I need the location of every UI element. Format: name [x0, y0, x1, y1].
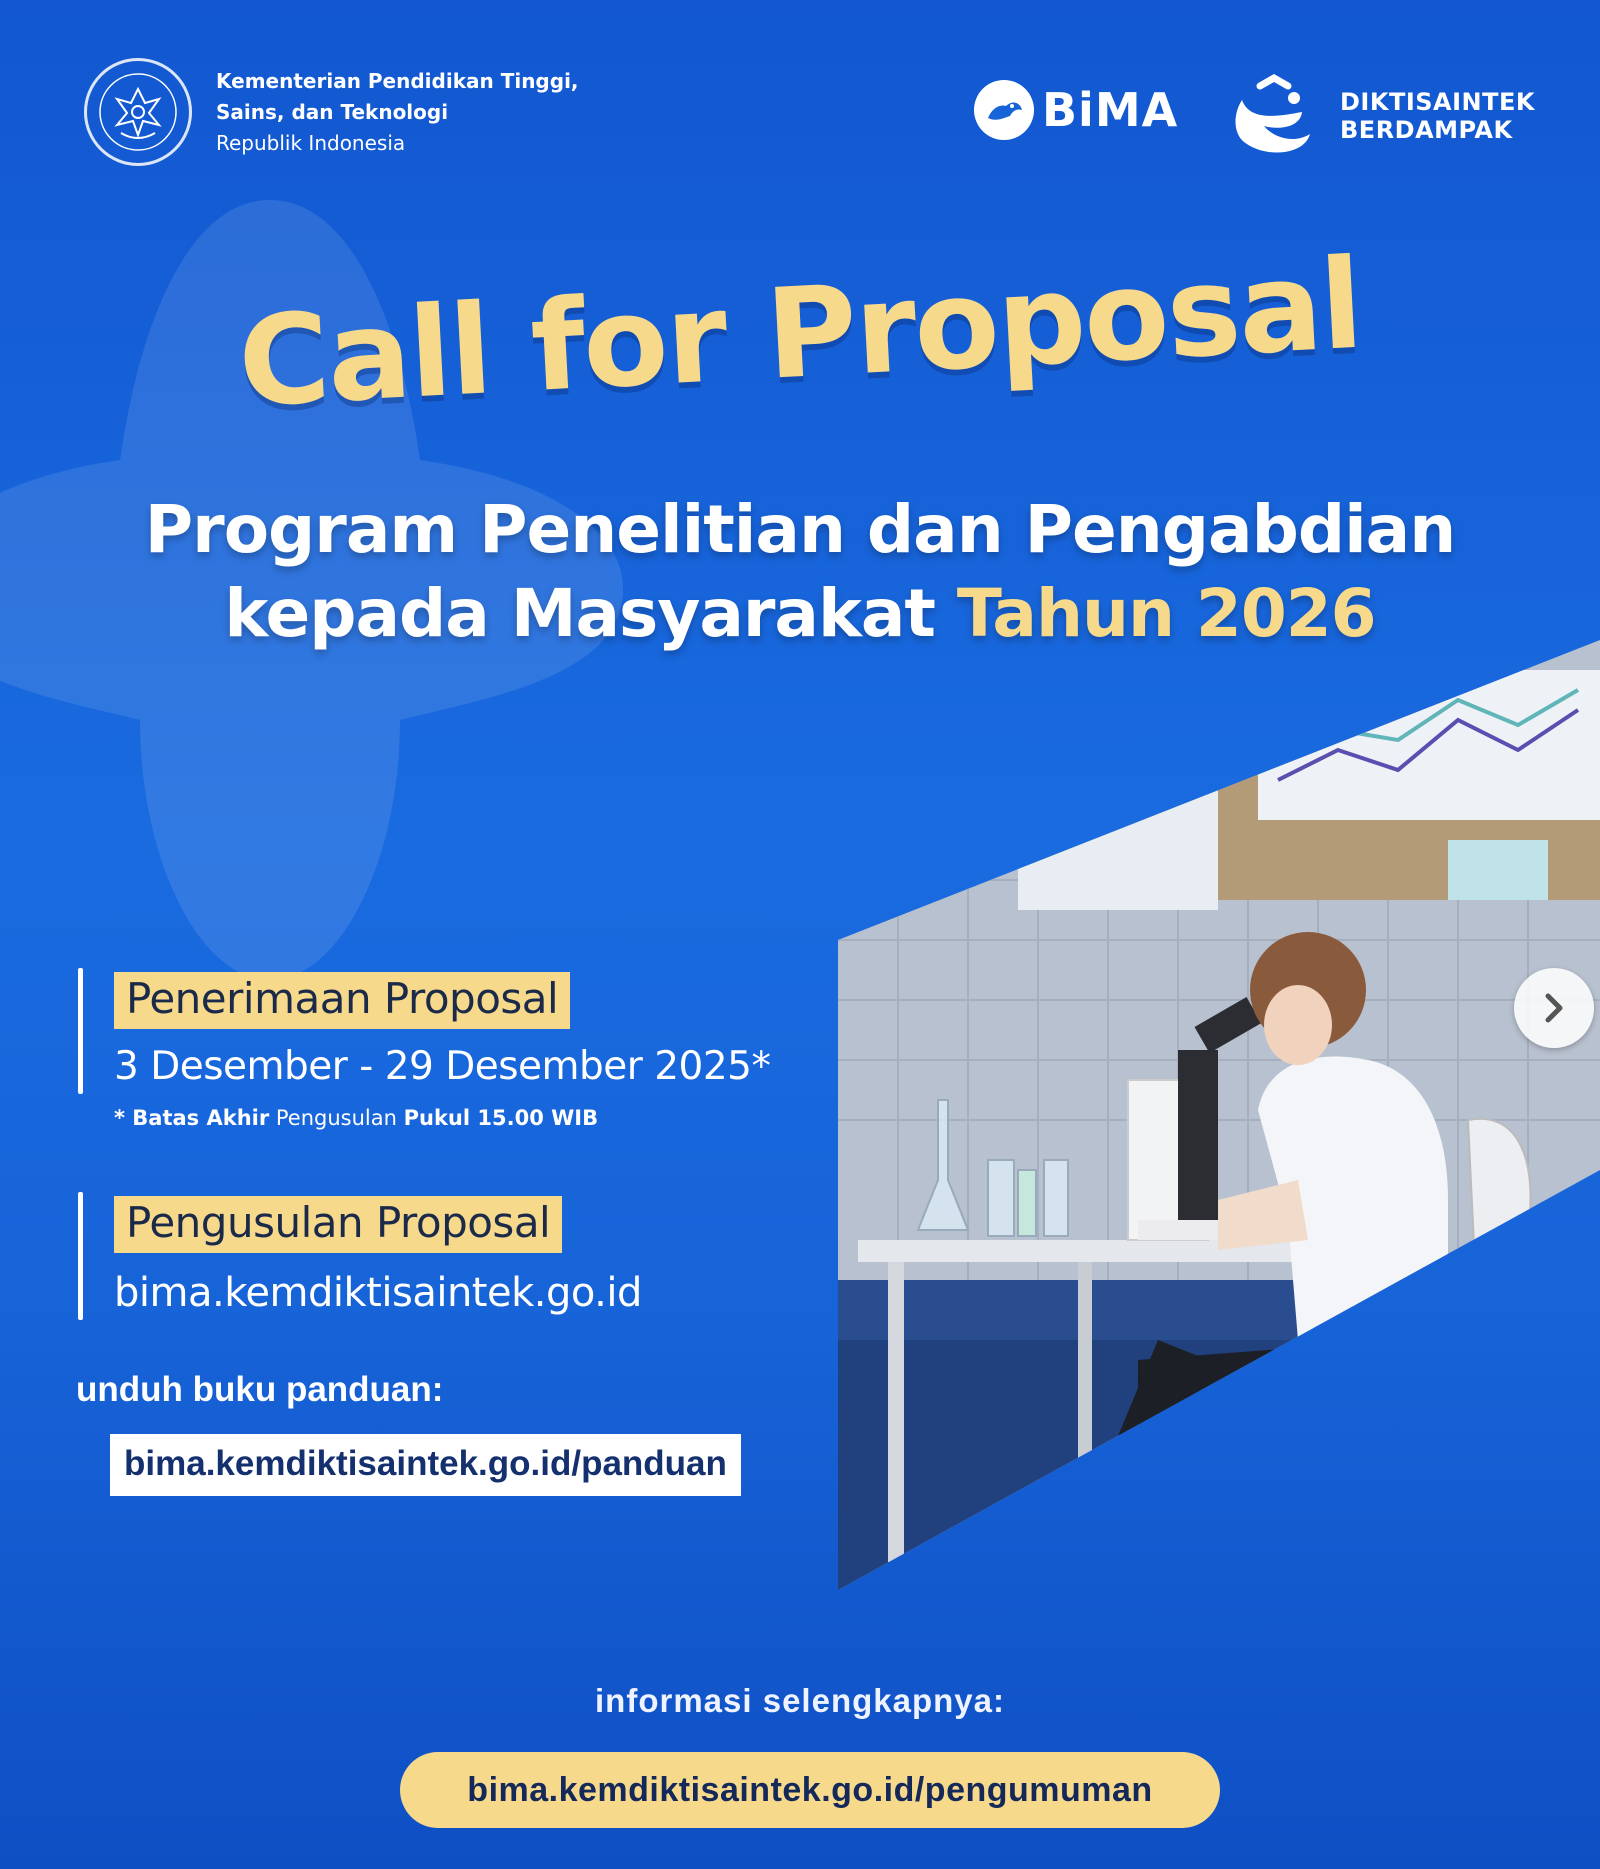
chevron-right-icon: [1534, 988, 1574, 1028]
call-for-proposal-title: [0, 232, 1600, 436]
program-line1: Program Penelitian dan Pengabdian: [144, 491, 1456, 568]
bima-logo-icon: [974, 80, 1034, 140]
reception-label: Penerimaan Proposal: [114, 972, 570, 1029]
garuda-emblem-icon: [84, 58, 192, 166]
bima-logo: [974, 80, 1178, 140]
note-part1: * Batas Akhir: [114, 1106, 270, 1130]
note-part3: Pukul 15.00 WIB: [403, 1106, 599, 1130]
program-title: [0, 488, 1600, 656]
program-line2-text: kepada Masyarakat: [224, 575, 957, 652]
guide-label: unduh buku panduan:: [76, 1370, 444, 1409]
diktisaintek-logo-icon: [1230, 72, 1320, 160]
dikti-line2: BERDAMPAK: [1340, 116, 1513, 144]
ministry-line2: Sains, dan Teknologi: [216, 99, 449, 124]
ministry-logo-block: [84, 58, 579, 166]
submission-label: Pengusulan Proposal: [114, 1196, 562, 1253]
guide-link[interactable]: bima.kemdiktisaintek.go.id/panduan: [110, 1434, 741, 1496]
submission-divider: [78, 1192, 83, 1320]
ministry-name: [216, 66, 579, 159]
ministry-line3: Republik Indonesia: [216, 130, 406, 155]
deadline-note: [114, 1106, 598, 1130]
ministry-line1: Kementerian Pendidikan Tinggi,: [216, 68, 579, 93]
reception-divider: [78, 968, 83, 1094]
diktisaintek-logo-text: [1340, 88, 1535, 144]
dikti-line1: DIKTISAINTEK: [1340, 88, 1535, 116]
bima-logo-text: BiMA: [1042, 83, 1179, 137]
next-slide-button[interactable]: [1514, 968, 1594, 1048]
diktisaintek-logo: [1230, 72, 1535, 160]
announcement-link[interactable]: bima.kemdiktisaintek.go.id/pengumuman: [400, 1752, 1220, 1828]
reception-dates: 3 Desember - 29 Desember 2025*: [114, 1044, 771, 1089]
laboratory-illustration: [838, 640, 1600, 1590]
submission-link[interactable]: bima.kemdiktisaintek.go.id: [114, 1270, 642, 1316]
title-text: Call for Proposal: [235, 232, 1365, 436]
note-part2: Pengusulan: [269, 1106, 404, 1130]
program-year: Tahun 2026: [956, 575, 1376, 652]
more-info-label: informasi selengkapnya:: [595, 1682, 1005, 1719]
